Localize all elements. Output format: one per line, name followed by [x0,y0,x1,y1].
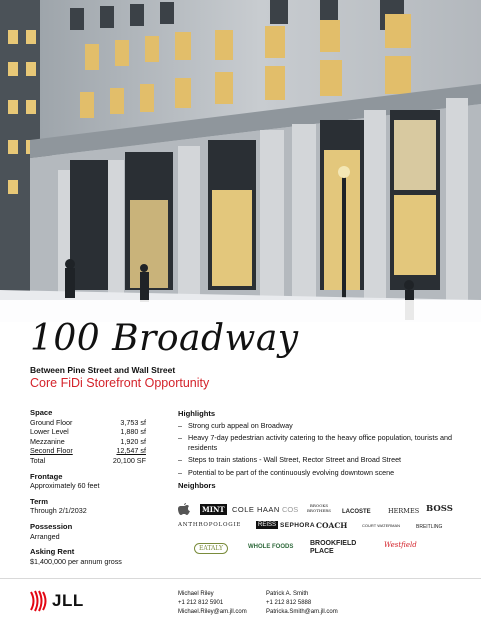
sephora-logo: SEPHORA [280,522,315,529]
eataly-logo: EATALY [194,543,228,554]
space-row [30,418,170,428]
footer-divider [0,578,481,579]
space-row-name: Total [30,455,46,465]
space-row [30,427,170,437]
boss-logo: BOSS [426,504,453,514]
frontage-value: Approximately 60 feet [30,481,100,491]
hermes-logo: HERMES [388,507,420,515]
westfield-logo: Westfield [384,541,417,549]
space-row-value: 1,920 sf [120,436,146,446]
dash-bullet: – [178,455,182,465]
space-row [30,446,170,456]
brookfield-place-logo: BROOKFIELD PLACE [310,540,357,555]
rent-label: Asking Rent [30,547,75,557]
space-total-row [30,456,170,466]
jll-wordmark: JLL [52,591,84,610]
highlight-text: Strong curb appeal on Broadway [188,420,293,430]
highlight-item [178,455,458,465]
space-row-name: Lower Level [30,427,69,437]
frontage-label: Frontage [30,471,63,481]
property-title: 100 Broadway [30,318,299,359]
coach-logo: COACH [316,521,348,530]
space-row [30,437,170,447]
cos-logo: COS [282,505,299,514]
space-row-value: 12,547 sf [116,446,146,456]
space-row-value: 1,880 sf [120,427,146,437]
highlight-item [178,421,458,431]
rent-value: $1,400,000 per annum gross [30,556,122,566]
possession-label: Possession [30,521,73,531]
space-label: Space [30,408,53,417]
lacoste-logo: LACOSTE [342,509,371,515]
space-row-name: Ground Floor [30,417,73,427]
contact-card [266,590,338,617]
anthropologie-logo: ANTHROPOLOGIE [178,522,242,528]
highlight-text: Potential to be part of the continuously evolving downtown scene [188,467,395,477]
highlight-item [178,433,458,452]
dash-bullet: – [178,420,182,430]
dash-bullet: – [178,433,182,443]
apple-logo [178,503,190,515]
jll-mark-icon [28,590,48,612]
contact-card [178,590,247,617]
reiss-logo: REISS [258,522,277,528]
contact-phone: +1 212 812 5901 [178,600,224,606]
possession-value: Arranged [30,531,60,541]
space-row-value: 20,100 SF [112,455,146,465]
highlights-label: Highlights [178,409,216,418]
jll-logo [28,590,84,612]
highlight-text: Steps to train stations - Wall Street, Rector Street and Broad Street [188,455,402,465]
court-waterman-logo: COURT WATERMAN [362,523,401,528]
highlights-section [178,409,458,490]
contact-email[interactable]: Michael.Riley@am.jll.com [178,609,247,615]
mint-logo: MINT [202,505,225,514]
dash-bullet: – [178,467,182,477]
highlights-list [178,421,458,478]
property-location: Between Pine Street and Wall Street [30,365,176,375]
space-row-name: Second Floor [30,446,73,456]
brooks-brothers-logo: BROOKS BROTHERS [306,503,332,513]
highlight-item [178,468,458,478]
space-row-name: Mezzanine [30,436,65,446]
breitling-logo: BREITLING [416,524,443,530]
neighbors-label: Neighbors [178,480,216,490]
contact-phone: +1 212 812 5888 [266,600,312,606]
contact-email[interactable]: Patricka.Smith@am.jll.com [266,609,338,615]
neighbors-logos [178,500,460,562]
highlight-text: Heavy 7-day pedestrian activity catering to the heavy office population, tourists and residents [188,433,452,452]
whole-foods-logo: WHOLE FOODS [248,544,294,550]
property-tagline: Core FiDi Storefront Opportunity [30,376,210,390]
space-row-value: 3,753 sf [120,417,146,427]
cole-haan-logo: COLE HAAN [232,505,280,514]
term-label: Term [30,496,49,506]
term-value: Through 2/1/2032 [30,506,87,516]
property-details [30,408,170,566]
contact-name: Patrick A. Smith [266,591,309,597]
contact-name: Michael Riley [178,591,214,597]
